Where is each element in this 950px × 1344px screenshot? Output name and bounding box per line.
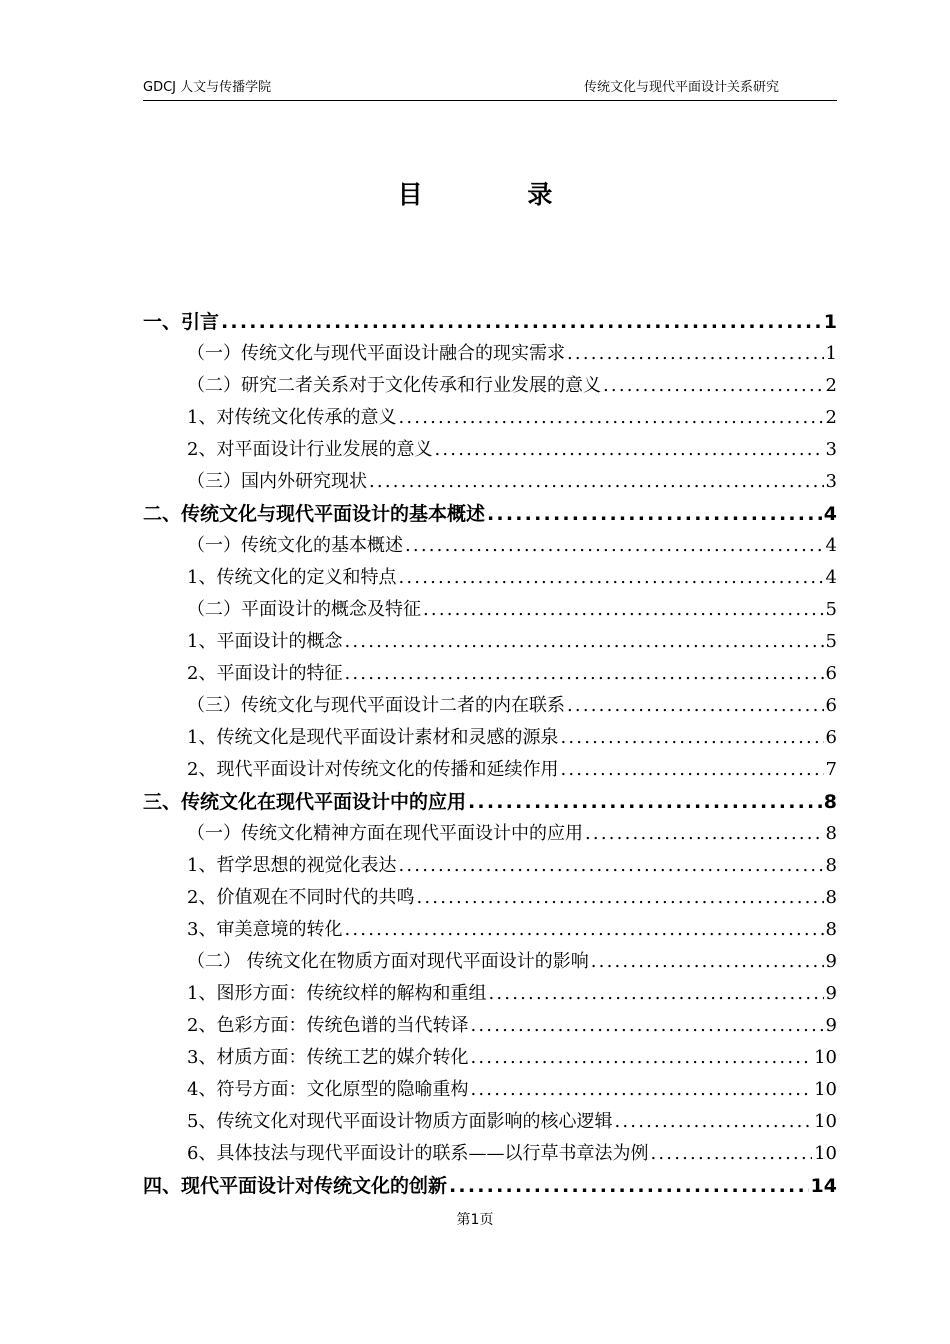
toc-entry-page: 8 xyxy=(825,919,837,940)
toc-entry-label: 四、现代平面设计对传统文化的创新 xyxy=(143,1175,448,1197)
dot-leader xyxy=(344,629,823,655)
dot-leader xyxy=(560,757,823,783)
toc-entry[interactable] xyxy=(143,943,837,975)
toc-entry[interactable] xyxy=(143,1039,837,1071)
toc-entry-page: 1 xyxy=(823,311,837,333)
toc-entry-label: （二）研究二者关系对于文化传承和行业发展的意义 xyxy=(187,375,601,396)
toc-entry-page: 5 xyxy=(825,599,837,620)
toc-entry-page: 2 xyxy=(825,375,837,396)
dot-leader xyxy=(449,1173,809,1199)
toc-entry-label: 二、传统文化与现代平面设计的基本概述 xyxy=(143,503,486,525)
toc-entry[interactable] xyxy=(143,687,837,719)
toc-entry[interactable] xyxy=(143,719,837,751)
toc-entry-label: 4、符号方面：文化原型的隐喻重构 xyxy=(187,1079,469,1100)
toc-entry-page: 9 xyxy=(825,983,837,1004)
toc-entry-page: 4 xyxy=(825,567,837,588)
toc-entry-page: 6 xyxy=(825,727,837,748)
toc-entry-page: 10 xyxy=(814,1111,837,1132)
toc-entry-label: 5、传统文化对现代平面设计物质方面影响的核心逻辑 xyxy=(187,1111,613,1132)
dot-leader xyxy=(221,309,822,335)
toc-entry-page: 8 xyxy=(825,823,837,844)
dot-leader xyxy=(405,533,824,559)
toc-entry-page: 1 xyxy=(825,343,837,364)
dot-leader xyxy=(567,693,824,719)
dot-leader xyxy=(603,373,824,399)
page-header xyxy=(143,78,837,101)
toc-entry-page: 4 xyxy=(825,535,837,556)
toc-entry[interactable] xyxy=(143,591,837,623)
toc-entry-page: 10 xyxy=(814,1079,837,1100)
toc-entry-page: 8 xyxy=(825,887,837,908)
toc-entry[interactable] xyxy=(143,815,837,847)
toc-entry-label: （一）传统文化的基本概述 xyxy=(187,535,403,556)
toc-entry-label: 2、色彩方面：传统色谱的当代转译 xyxy=(187,1015,469,1036)
dot-leader xyxy=(591,949,824,975)
toc-entry-label: 1、传统文化是现代平面设计素材和灵感的源泉 xyxy=(187,727,559,748)
toc-entry-label: （三）传统文化与现代平面设计二者的内在联系 xyxy=(187,695,565,716)
dot-leader xyxy=(470,1077,812,1103)
toc-entry[interactable] xyxy=(143,1007,837,1039)
toc-entry[interactable] xyxy=(143,399,837,431)
toc-entry[interactable] xyxy=(143,463,837,495)
dot-leader xyxy=(369,469,824,495)
toc-entry-label: 6、具体技法与现代平面设计的联系——以行草书章法为例 xyxy=(187,1143,649,1164)
toc-entry-label: （三）国内外研究现状 xyxy=(187,471,367,492)
page-number: 第1页 xyxy=(456,1212,494,1228)
toc-entry[interactable] xyxy=(143,303,837,335)
toc-entry-page: 14 xyxy=(810,1175,837,1197)
toc-entry-page: 2 xyxy=(825,407,837,428)
toc-entry-label: 1、对传统文化传承的意义 xyxy=(187,407,397,428)
toc-entry-label: （二） 传统文化在物质方面对现代平面设计的影响 xyxy=(187,951,589,972)
toc-entry[interactable] xyxy=(143,527,837,559)
toc-entry[interactable] xyxy=(143,975,837,1007)
dot-leader xyxy=(434,437,823,463)
dot-leader xyxy=(398,565,823,591)
toc-entry-page: 10 xyxy=(814,1143,837,1164)
toc-entry-label: 2、平面设计的特征 xyxy=(187,663,343,684)
toc-entry-page: 4 xyxy=(823,503,837,525)
toc-entry-label: （二）平面设计的概念及特征 xyxy=(187,599,421,620)
dot-leader xyxy=(468,789,822,815)
toc-entry-page: 9 xyxy=(825,951,837,972)
toc-entry[interactable] xyxy=(143,1071,837,1103)
toc-entry[interactable] xyxy=(143,1167,837,1199)
toc-entry-label: 3、审美意境的转化 xyxy=(187,919,343,940)
toc-entry-page: 8 xyxy=(825,855,837,876)
toc-entry-page: 5 xyxy=(825,631,837,652)
toc-entry-label: 1、图形方面：传统纹样的解构和重组 xyxy=(187,983,487,1004)
toc-entry-page: 3 xyxy=(825,439,837,460)
toc-entry[interactable] xyxy=(143,623,837,655)
toc-entry-label: 2、价值观在不同时代的共鸣 xyxy=(187,887,415,908)
toc-entry[interactable] xyxy=(143,847,837,879)
toc-entry-label: （一）传统文化精神方面在现代平面设计中的应用 xyxy=(187,823,583,844)
toc-entry[interactable] xyxy=(143,1135,837,1167)
toc-entry-label: 3、材质方面：传统工艺的媒介转化 xyxy=(187,1047,469,1068)
toc-entry[interactable] xyxy=(143,335,837,367)
toc-entry[interactable] xyxy=(143,783,837,815)
toc-entry-label: 2、对平面设计行业发展的意义 xyxy=(187,439,433,460)
dot-leader xyxy=(344,661,823,687)
toc-entry-label: 一、引言 xyxy=(143,311,220,333)
dot-leader xyxy=(650,1141,812,1167)
toc-entry[interactable] xyxy=(143,1103,837,1135)
toc-entry-page: 6 xyxy=(825,663,837,684)
dot-leader xyxy=(398,853,823,879)
toc-entry[interactable] xyxy=(143,655,837,687)
dot-leader xyxy=(488,981,823,1007)
dot-leader xyxy=(487,501,822,527)
dot-leader xyxy=(614,1109,812,1135)
dot-leader xyxy=(585,821,824,847)
toc-entry-label: 1、传统文化的定义和特点 xyxy=(187,567,397,588)
toc-entry-page: 7 xyxy=(825,759,837,780)
toc-entry[interactable] xyxy=(143,495,837,527)
header-institution: GDCJ 人文与传播学院 xyxy=(143,80,272,95)
toc-entry-label: 2、现代平面设计对传统文化的传播和延续作用 xyxy=(187,759,559,780)
toc-entry-page: 3 xyxy=(825,471,837,492)
toc-entry-page: 8 xyxy=(823,791,837,813)
toc-entry[interactable] xyxy=(143,559,837,591)
dot-leader xyxy=(344,917,823,943)
dot-leader xyxy=(416,885,823,911)
toc-entry-label: （一）传统文化与现代平面设计融合的现实需求 xyxy=(187,343,565,364)
toc-entry-label: 1、平面设计的概念 xyxy=(187,631,343,652)
dot-leader xyxy=(567,341,824,367)
toc-entry-page: 10 xyxy=(814,1047,837,1068)
dot-leader xyxy=(560,725,823,751)
dot-leader xyxy=(470,1045,812,1071)
dot-leader xyxy=(470,1013,823,1039)
toc-entry-page: 6 xyxy=(825,695,837,716)
dot-leader xyxy=(423,597,824,623)
dot-leader xyxy=(398,405,823,431)
toc-entry[interactable] xyxy=(143,751,837,783)
toc-entry[interactable] xyxy=(143,911,837,943)
toc-heading: 目 录 xyxy=(397,180,601,209)
toc-entry[interactable] xyxy=(143,367,837,399)
toc-entry-label: 三、传统文化在现代平面设计中的应用 xyxy=(143,791,467,813)
header-paper-title: 传统文化与现代平面设计关系研究 xyxy=(583,80,779,95)
toc-entry[interactable] xyxy=(143,879,837,911)
table-of-contents xyxy=(143,303,837,1199)
toc-entry[interactable] xyxy=(143,431,837,463)
toc-entry-label: 1、哲学思想的视觉化表达 xyxy=(187,855,397,876)
toc-entry-page: 9 xyxy=(825,1015,837,1036)
